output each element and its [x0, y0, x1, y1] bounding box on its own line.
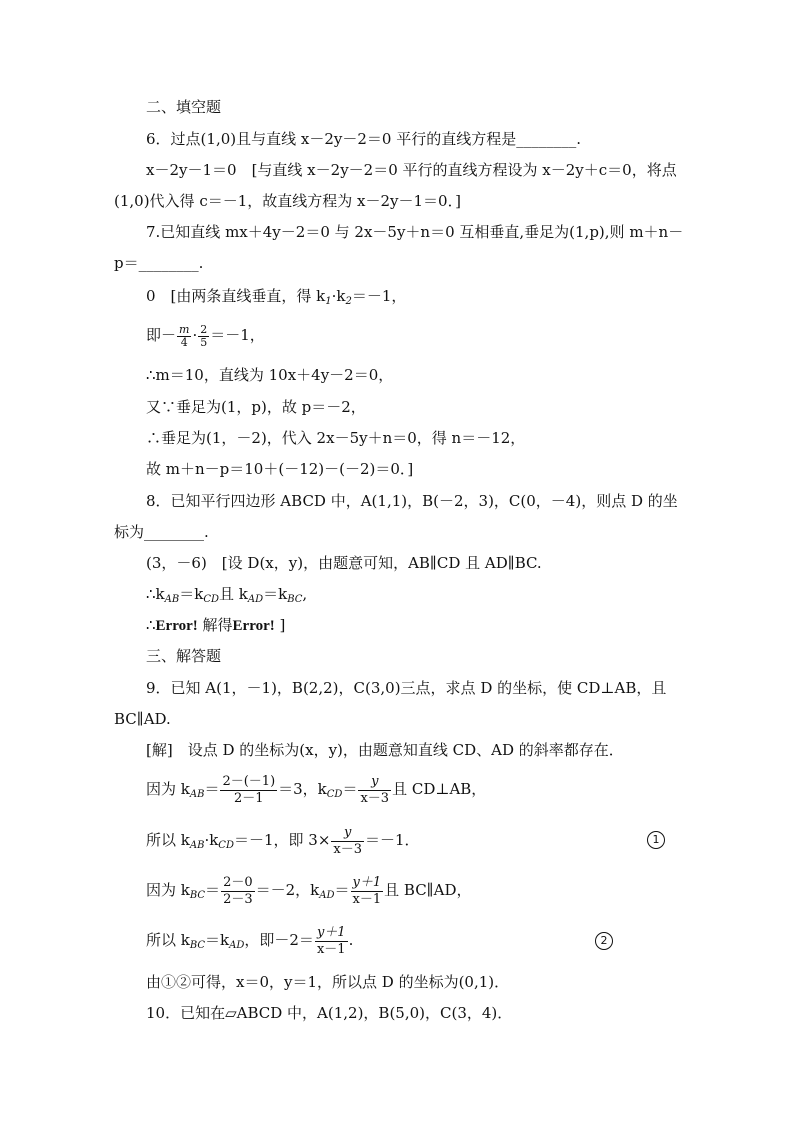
q7-answer-line1: 0 [由两条直线垂直，得 $k_1\cdot k_2=-1$，: [146, 287, 407, 307]
fraction: $\frac{y+1}{x-1}$: [316, 924, 346, 957]
q6-answer-line2: (1,0)代入得 c＝－1，故直线方程为 x－2y－1＝0．]: [114, 192, 461, 210]
q7-stem-line2: p＝________.: [114, 254, 204, 272]
fraction: $\frac{2-0}{2-3}$: [223, 874, 253, 907]
equation-marker-2: 2: [595, 932, 613, 950]
q9-stem-line1: 9．已知 A(1，－1)，B(2,2)，C(3,0)三点，求点 D 的坐标，使 CD⊥AB，且: [146, 679, 667, 697]
q9-solution-line4: 因为 $k_{BC}=$ $\frac{2-0}{2-3}$ ＝－2，$k_{AD}=$ $\frac{y+1}{x-1}$ 且 BC∥AD，: [146, 874, 472, 907]
q7-answer-line5: ∴垂足为(1，－2)，代入 2x－5y＋n＝0，得 n＝－12，: [146, 429, 526, 447]
q8-answer-line3: ∴Error! 解得Error! ]: [146, 616, 286, 634]
q8-answer-line2: $\therefore k_{AB}=k_{CD}$且 $k_{AD}=k_{BC}$,: [146, 585, 308, 605]
q7-stem-line1: 7.已知直线 mx＋4y－2＝0 与 2x－5y＋n＝0 互相垂直,垂足为(1,p),则 m＋n－: [146, 223, 684, 241]
fraction: $\frac{y}{x-3}$: [333, 824, 363, 857]
q9-solution-line3: 所以 $k_{AB}\cdot k_{CD}=-1$，即 3× $\frac{y}{x-3}$ ＝－1．: [146, 824, 420, 857]
q9-solution-line2: 因为 $k_{AB}=$ $\frac{2-(-1)}{2-1}$ ＝3，$k_{CD}=$ $\frac{y}{x-3}$ 且 CD⊥AB，: [146, 773, 487, 806]
fraction: $\frac{y+1}{x-1}$: [352, 874, 382, 907]
q6-answer-line1: x－2y－1＝0 [与直线 x－2y－2＝0 平行的直线方程设为 x－2y＋c＝0，将点: [146, 161, 677, 179]
q9-solution-line5: 所以 $k_{BC}=k_{AD}$，即－2＝ $\frac{y+1}{x-1}$ .: [146, 924, 354, 957]
fraction: $\frac{2}{5}$: [200, 322, 208, 349]
q9-solution-line6: 由①②可得，x＝0，y＝1，所以点 D 的坐标为(0,1)．: [146, 973, 510, 991]
q7-answer-line6: 故 m＋n－p＝10＋(－12)－(－2)＝0．]: [146, 460, 414, 478]
q6-stem: 6．过点(1,0)且与直线 x－2y－2＝0 平行的直线方程是________.: [146, 130, 581, 148]
section-heading-fill-in: 二、填空题: [146, 98, 222, 116]
q9-stem-line2: BC∥AD.: [114, 710, 171, 728]
q10-stem: 10．已知在▱ABCD 中，A(1,2)，B(5,0)，C(3，4)．: [146, 1004, 513, 1022]
section-heading-solutions: 三、解答题: [146, 647, 222, 665]
q7-answer-line4: 又∵垂足为(1，p)，故 p＝－2，: [146, 398, 366, 416]
q8-stem-line1: 8．已知平行四边形 ABCD 中，A(1,1)，B(－2，3)，C(0，－4)，则点 D 的坐: [146, 492, 678, 510]
q8-answer-line1: (3，－6) [设 D(x，y)，由题意可知，AB∥CD 且 AD∥BC.: [146, 554, 542, 572]
fraction: $\frac{y}{x-3}$: [360, 773, 390, 806]
q9-solution-line1: [解] 设点 D 的坐标为(x，y)，由题意知直线 CD、AD 的斜率都存在．: [146, 741, 624, 759]
q7-answer-line3: ∴m＝10，直线为 10x＋4y－2＝0，: [146, 366, 394, 384]
fraction: $\frac{m}{4}$: [179, 322, 190, 349]
q7-answer-line2: 即－ $\frac{m}{4}$ · $\frac{2}{5}$ ＝－1，: [146, 322, 265, 349]
equation-marker-1: 1: [647, 831, 665, 849]
q8-stem-line2: 标为________.: [114, 523, 209, 541]
fraction: $\frac{2-(-1)}{2-1}$: [222, 773, 276, 806]
